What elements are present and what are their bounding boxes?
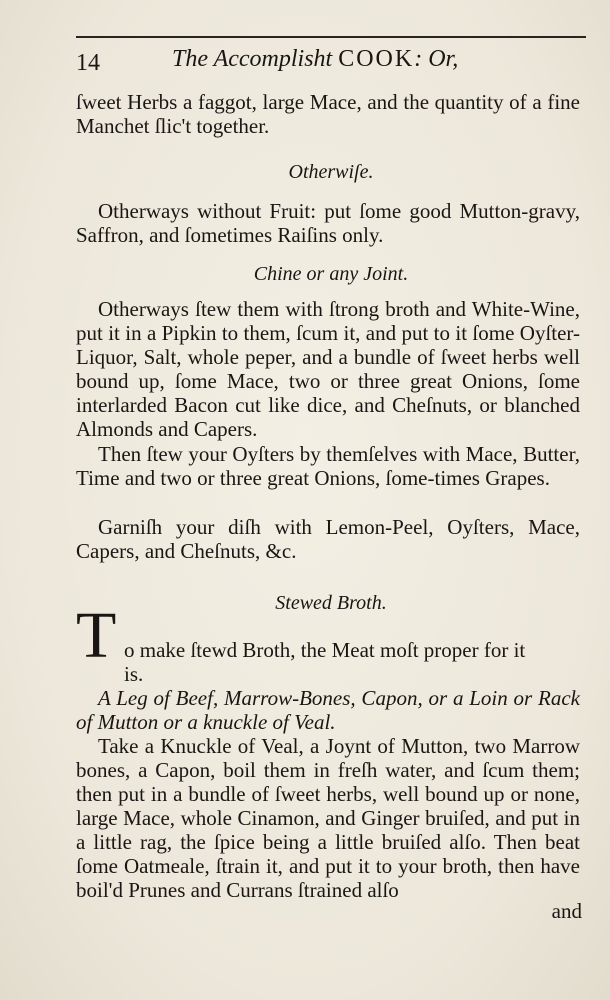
- paragraph-make-broth-line2: is.: [124, 662, 144, 686]
- paragraph-sweet-herbs: ſweet Herbs a faggot, large Mace, and the quantity of a fine Manchet ſlic't together.: [76, 90, 580, 138]
- running-head: [172, 46, 458, 73]
- paragraph-stew-strong-broth: Otherways ſtew them with ſtrong broth and White-Wine, put it in a Pipkin to them, ſcum it, and put to it ſome Oyſter-Liquor, Salt, whole peper, and a bundle of ſweet herbs well bound up, ſome Mace, two or three great Onions, ſome interlarded Bacon cut like dice, and Cheſnuts, or blanched Almonds and Capers.: [76, 297, 580, 441]
- drop-cap: T: [76, 599, 117, 672]
- running-head-caps: COOK: [338, 46, 415, 72]
- paragraph-garnish: Garniſh your diſh with Lemon-Peel, Oyſters, Mace, Capers, and Cheſnuts, &c.: [76, 515, 580, 563]
- page-header: [76, 46, 586, 78]
- paragraph-stew-oysters: Then ſtew your Oyſters by themſelves with Mace, Butter, Time and two or three great Onions, ſome-times Grapes.: [76, 442, 580, 490]
- running-head-italic: The Accomplisht: [172, 46, 333, 72]
- heading-stewed-broth: Stewed Broth.: [275, 592, 387, 614]
- page-number: 14: [76, 50, 100, 76]
- paragraph-take-knuckle: Take a Knuckle of Veal, a Joynt of Mutton, two Marrow bones, a Capon, boil them in freſh water, and ſcum them; then put in a bundle of ſweet herbs, well bound up or none, large Mace, whole Cinamon, and Ginger bruiſed, and put in a little rag, the ſpice being a little bruiſed alſo. Then beat ſome Oatmeale, ſtrain it, and put it to your broth, then have boil'd Prunes and Currans ſtrained alſo: [76, 734, 580, 902]
- heading-otherwise: Otherwiſe.: [288, 161, 374, 183]
- paragraph-without-fruit: Otherways without Fruit: put ſome good Mutton-gravy, Saffron, and ſometimes Raiſins only.: [76, 199, 580, 247]
- header-rule: [76, 36, 586, 38]
- heading-chine-or-joint: Chine or any Joint.: [253, 263, 409, 285]
- catchword: and: [551, 899, 582, 923]
- paragraph-meat-list: A Leg of Beef, Marrow-Bones, Capon, or a Loin or Rack of Mutton or a knuckle of Veal.: [76, 686, 580, 734]
- paragraph-make-broth-line1: o make ſtewd Broth, the Meat moſt proper for it: [124, 638, 526, 662]
- running-head-tail: : Or,: [414, 46, 459, 72]
